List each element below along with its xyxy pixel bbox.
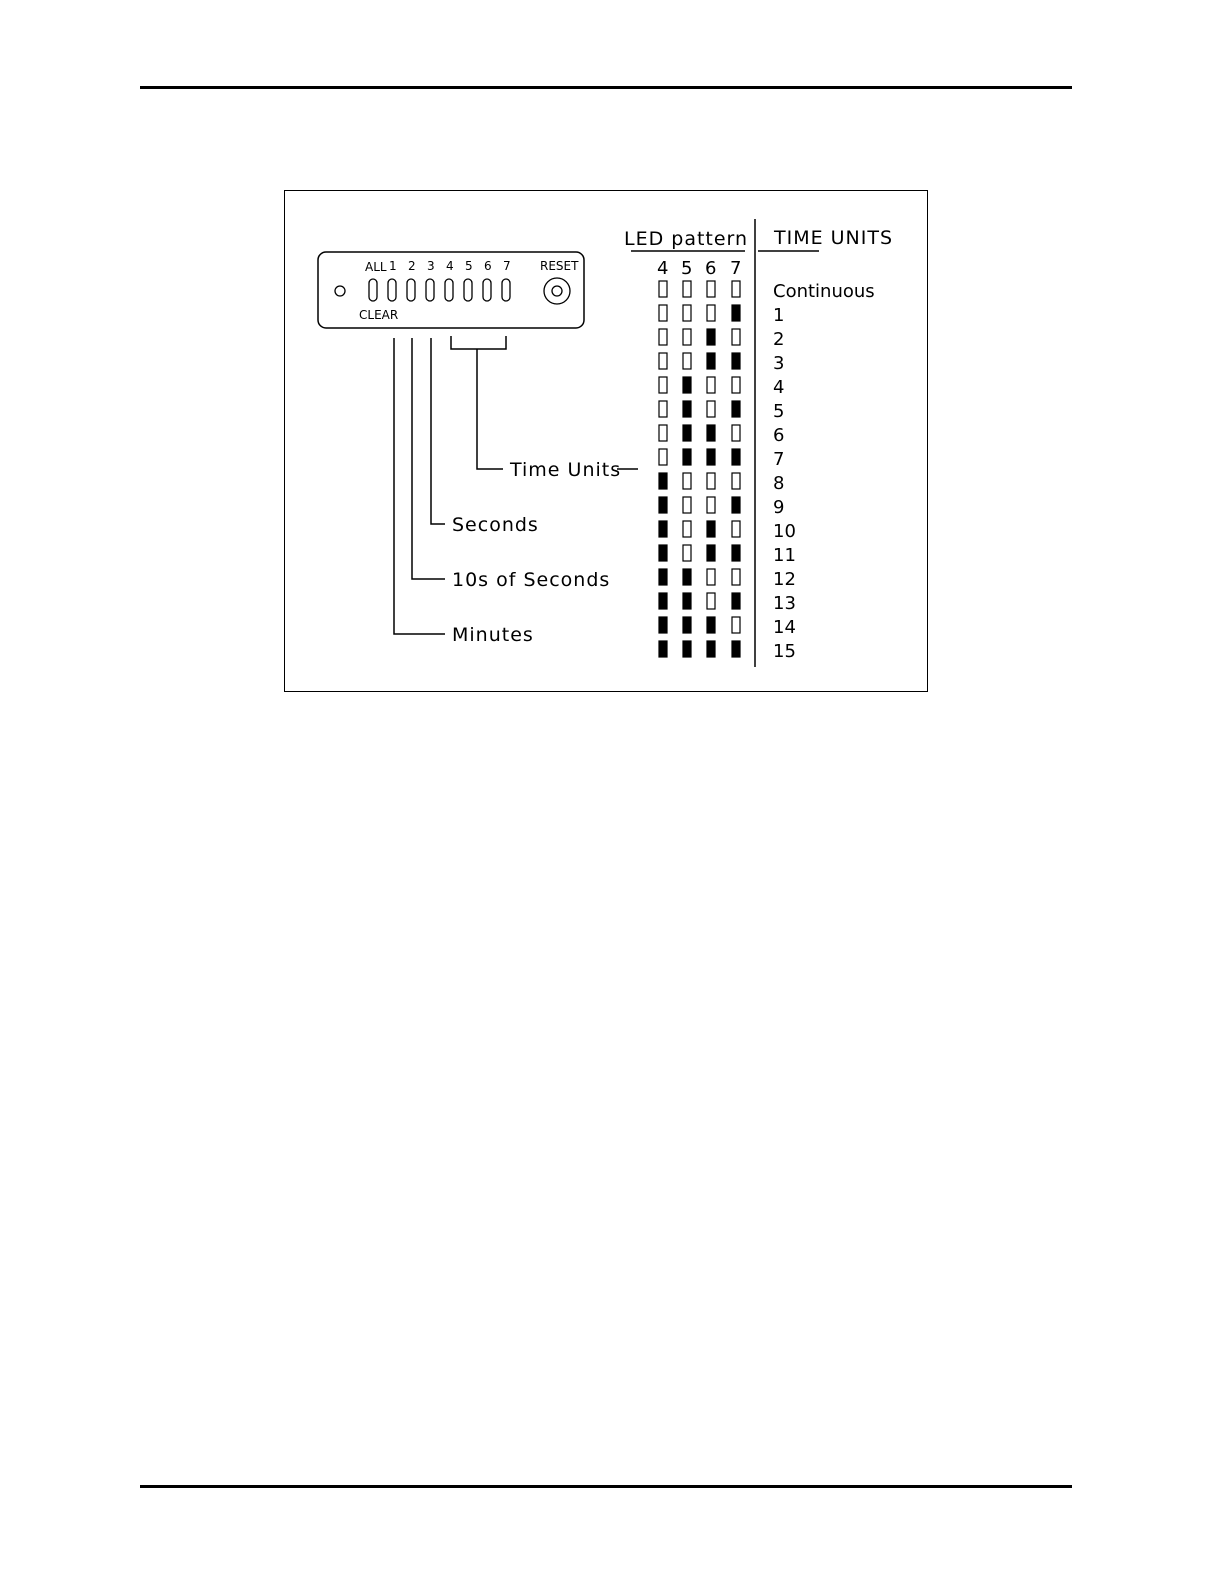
- panel-led-all: [369, 279, 377, 301]
- led-off-cell: [732, 617, 740, 633]
- tens-of-seconds-callout: 10s of Seconds: [452, 569, 611, 591]
- bottom-rule: [140, 1485, 1072, 1488]
- led-off-cell: [732, 425, 740, 441]
- led-off-cell: [683, 497, 691, 513]
- led-on-cell: [707, 425, 715, 441]
- panel-led-7: [502, 279, 510, 301]
- table-rows: [659, 281, 875, 662]
- table-row: [659, 425, 784, 446]
- led-off-cell: [683, 521, 691, 537]
- led-column-header: 5: [681, 258, 693, 279]
- table-row: [659, 281, 875, 302]
- led-on-cell: [683, 401, 691, 417]
- reset-label: RESET: [540, 259, 579, 273]
- table-row: [659, 305, 784, 326]
- led-on-cell: [707, 617, 715, 633]
- time-units-cell: 3: [773, 353, 785, 374]
- led-on-cell: [732, 545, 740, 561]
- led-off-cell: [707, 281, 715, 297]
- time-units-cell: 13: [773, 593, 796, 614]
- led-off-cell: [659, 281, 667, 297]
- led-on-cell: [659, 569, 667, 585]
- minutes-callout: Minutes: [452, 624, 534, 646]
- led-off-cell: [732, 473, 740, 489]
- led-on-cell: [683, 641, 691, 657]
- time-units-cell: 10: [773, 521, 796, 542]
- time-units-bracket: [451, 336, 506, 349]
- led-pattern-table: [624, 219, 893, 667]
- led-column-header: 7: [730, 258, 742, 279]
- panel-led-5: [464, 279, 472, 301]
- table-row: [659, 593, 796, 614]
- panel-led-4: [445, 279, 453, 301]
- panel-led-number: 7: [503, 259, 511, 273]
- time-units-cell: 2: [773, 329, 785, 350]
- time-units-cell: 14: [773, 617, 796, 638]
- led-on-cell: [707, 641, 715, 657]
- led-off-cell: [732, 377, 740, 393]
- time-units-leader: [477, 349, 503, 469]
- time-units-cell: 6: [773, 425, 785, 446]
- led-on-cell: [659, 545, 667, 561]
- table-row: [659, 377, 784, 398]
- table-row: [659, 617, 796, 638]
- minutes-leader: [394, 338, 445, 634]
- panel-led-1: [388, 279, 396, 301]
- led-off-cell: [707, 401, 715, 417]
- led-off-cell: [683, 329, 691, 345]
- panel-led-numbers: [389, 259, 511, 273]
- led-pattern-header: LED pattern: [624, 228, 749, 250]
- table-row: [659, 521, 796, 542]
- led-on-cell: [659, 497, 667, 513]
- led-off-cell: [707, 377, 715, 393]
- time-units-cell: Continuous: [773, 281, 875, 302]
- led-off-cell: [659, 329, 667, 345]
- led-off-cell: [732, 569, 740, 585]
- led-off-cell: [659, 425, 667, 441]
- table-row: [659, 329, 784, 350]
- led-on-cell: [659, 473, 667, 489]
- tens-of-seconds-leader: [412, 338, 445, 579]
- panel-led-number: 4: [446, 259, 454, 273]
- time-units-cell: 12: [773, 569, 796, 590]
- time-units-cell: 11: [773, 545, 796, 566]
- panel-led-number: 5: [465, 259, 473, 273]
- led-on-cell: [683, 377, 691, 393]
- led-off-cell: [659, 377, 667, 393]
- led-on-cell: [683, 425, 691, 441]
- table-row: [659, 449, 784, 470]
- led-off-cell: [683, 473, 691, 489]
- panel-led-2: [407, 279, 415, 301]
- led-off-cell: [707, 569, 715, 585]
- led-on-cell: [683, 617, 691, 633]
- table-row: [659, 545, 796, 566]
- table-row: [659, 497, 784, 518]
- all-clear-button-icon: [335, 286, 345, 296]
- led-column-header: 4: [657, 258, 669, 279]
- led-diagram-svg: [285, 191, 926, 690]
- led-on-cell: [732, 593, 740, 609]
- clear-label: CLEAR: [359, 308, 399, 322]
- reset-button-inner-icon: [552, 286, 562, 296]
- table-row: [659, 473, 784, 494]
- top-rule: [140, 86, 1072, 89]
- led-on-cell: [659, 593, 667, 609]
- led-on-cell: [659, 617, 667, 633]
- led-off-cell: [707, 305, 715, 321]
- time-units-header: TIME UNITS: [774, 227, 894, 249]
- led-off-cell: [683, 353, 691, 369]
- led-on-cell: [683, 593, 691, 609]
- panel-led-6: [483, 279, 491, 301]
- time-units-cell: 7: [773, 449, 785, 470]
- led-on-cell: [707, 449, 715, 465]
- led-on-cell: [732, 449, 740, 465]
- led-on-cell: [732, 305, 740, 321]
- led-off-cell: [659, 449, 667, 465]
- led-on-cell: [707, 521, 715, 537]
- seconds-leader: [431, 338, 445, 524]
- table-row: [659, 641, 796, 662]
- time-units-cell: 4: [773, 377, 785, 398]
- led-column-headers: [657, 258, 741, 279]
- led-on-cell: [707, 353, 715, 369]
- time-units-callout: Time Units: [510, 459, 622, 481]
- panel-led-number: 1: [389, 259, 397, 273]
- led-off-cell: [683, 545, 691, 561]
- panel-led-number: 3: [427, 259, 435, 273]
- led-off-cell: [732, 329, 740, 345]
- table-row: [659, 401, 784, 422]
- table-row: [659, 353, 784, 374]
- led-off-cell: [707, 473, 715, 489]
- reset-button-outer-icon: [544, 278, 570, 304]
- led-off-cell: [683, 305, 691, 321]
- led-diagram-figure: [284, 190, 928, 692]
- led-on-cell: [707, 545, 715, 561]
- led-on-cell: [659, 641, 667, 657]
- front-panel: [318, 252, 584, 328]
- panel-led-3: [426, 279, 434, 301]
- led-on-cell: [683, 569, 691, 585]
- led-off-cell: [707, 593, 715, 609]
- all-label: ALL: [365, 260, 387, 274]
- time-units-cell: 9: [773, 497, 785, 518]
- reset-button[interactable]: [544, 278, 570, 304]
- led-on-cell: [732, 353, 740, 369]
- led-off-cell: [659, 353, 667, 369]
- led-off-cell: [732, 281, 740, 297]
- panel-led-number: 2: [408, 259, 416, 273]
- led-off-cell: [683, 281, 691, 297]
- led-off-cell: [707, 497, 715, 513]
- led-on-cell: [732, 497, 740, 513]
- time-units-cell: 15: [773, 641, 796, 662]
- time-units-cell: 1: [773, 305, 785, 326]
- seconds-callout: Seconds: [452, 514, 539, 536]
- led-off-cell: [732, 521, 740, 537]
- time-units-cell: 8: [773, 473, 785, 494]
- panel-led-group: [369, 279, 510, 301]
- led-on-cell: [732, 641, 740, 657]
- panel-led-number: 6: [484, 259, 492, 273]
- led-on-cell: [659, 521, 667, 537]
- led-column-header: 6: [705, 258, 717, 279]
- led-on-cell: [732, 401, 740, 417]
- table-row: [659, 569, 796, 590]
- led-off-cell: [659, 401, 667, 417]
- led-off-cell: [659, 305, 667, 321]
- time-units-cell: 5: [773, 401, 785, 422]
- led-on-cell: [683, 449, 691, 465]
- led-on-cell: [707, 329, 715, 345]
